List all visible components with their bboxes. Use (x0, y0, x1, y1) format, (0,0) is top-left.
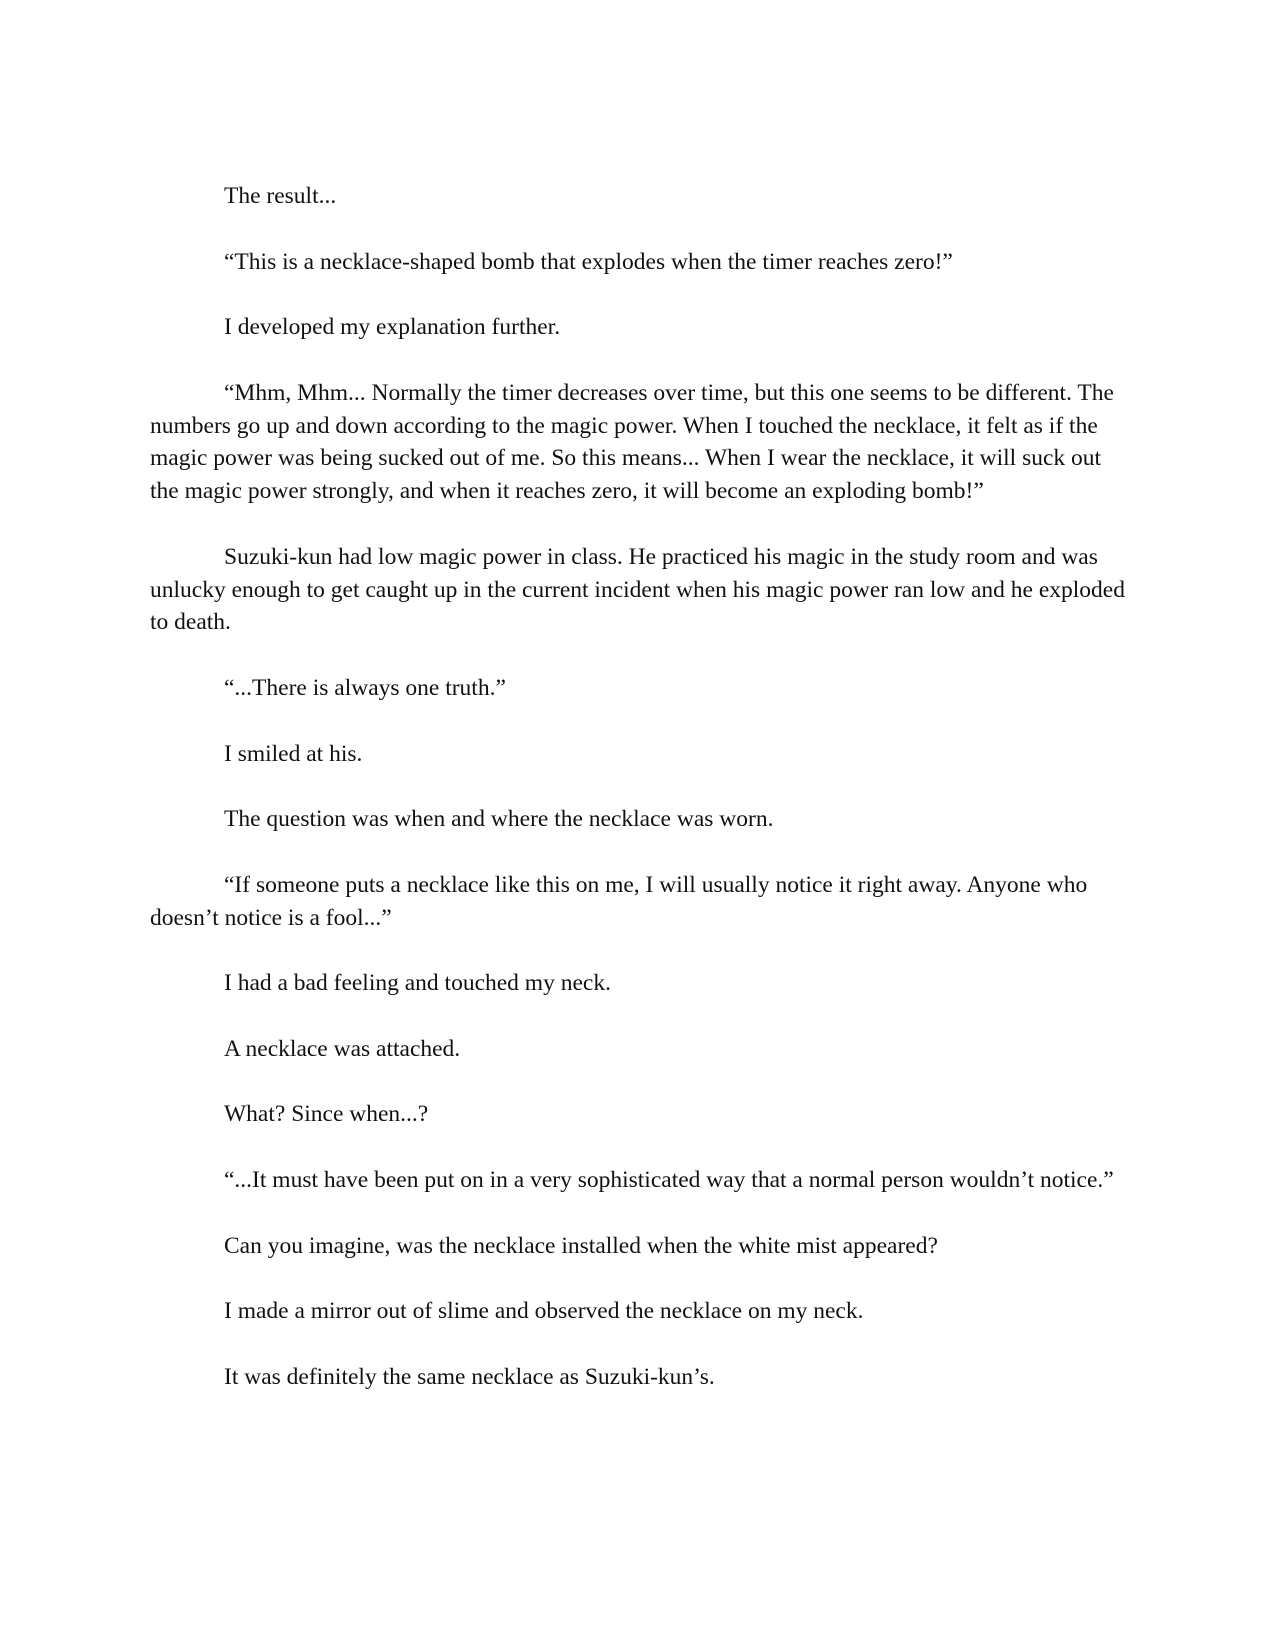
paragraph-7: I smiled at his. (224, 740, 363, 767)
paragraph-4: “Mhm, Mhm... Normally the timer decreases over time, but this one seems to be different. The numbers go up and down according to the magic power. When I touched the necklace, it felt as if the magic power was being sucked out of me. So this means... When I wear the necklace, it will suck out the magic power strongly, and when it reaches zero, it will become an exploding bomb!” (150, 379, 1114, 505)
paragraph-13: “...It must have been put on in a very sophisticated way that a normal person wouldn’t notice.” (224, 1166, 1114, 1193)
paragraph-2: “This is a necklace-shaped bomb that explodes when the timer reaches zero!” (224, 248, 953, 275)
paragraph-5: Suzuki-kun had low magic power in class. He practiced his magic in the study room and was unlucky enough to get caught up in the current incident when his magic power ran low and he exploded to death. (150, 543, 1125, 636)
paragraph-11: A necklace was attached. (224, 1035, 461, 1062)
paragraph-15: I made a mirror out of slime and observed the necklace on my neck. (224, 1298, 864, 1325)
paragraph-1: The result... (224, 183, 337, 209)
document-page (150, 180, 1125, 1426)
paragraph-12: What? Since when...? (224, 1101, 429, 1128)
paragraph-8: The question was when and where the necklace was worn. (224, 806, 774, 833)
paragraph-10: I had a bad feeling and touched my neck. (224, 970, 611, 997)
paragraph-9: “If someone puts a necklace like this on me, I will usually notice it right away. Anyone who doesn’t notice is a fool...” (150, 871, 1088, 931)
paragraph-3: I developed my explanation further. (224, 314, 561, 341)
paragraph-16: It was definitely the same necklace as Suzuki-kun’s. (224, 1363, 715, 1390)
paragraph-6: “...There is always one truth.” (224, 674, 506, 701)
paragraph-14: Can you imagine, was the necklace installed when the white mist appeared? (224, 1232, 938, 1259)
